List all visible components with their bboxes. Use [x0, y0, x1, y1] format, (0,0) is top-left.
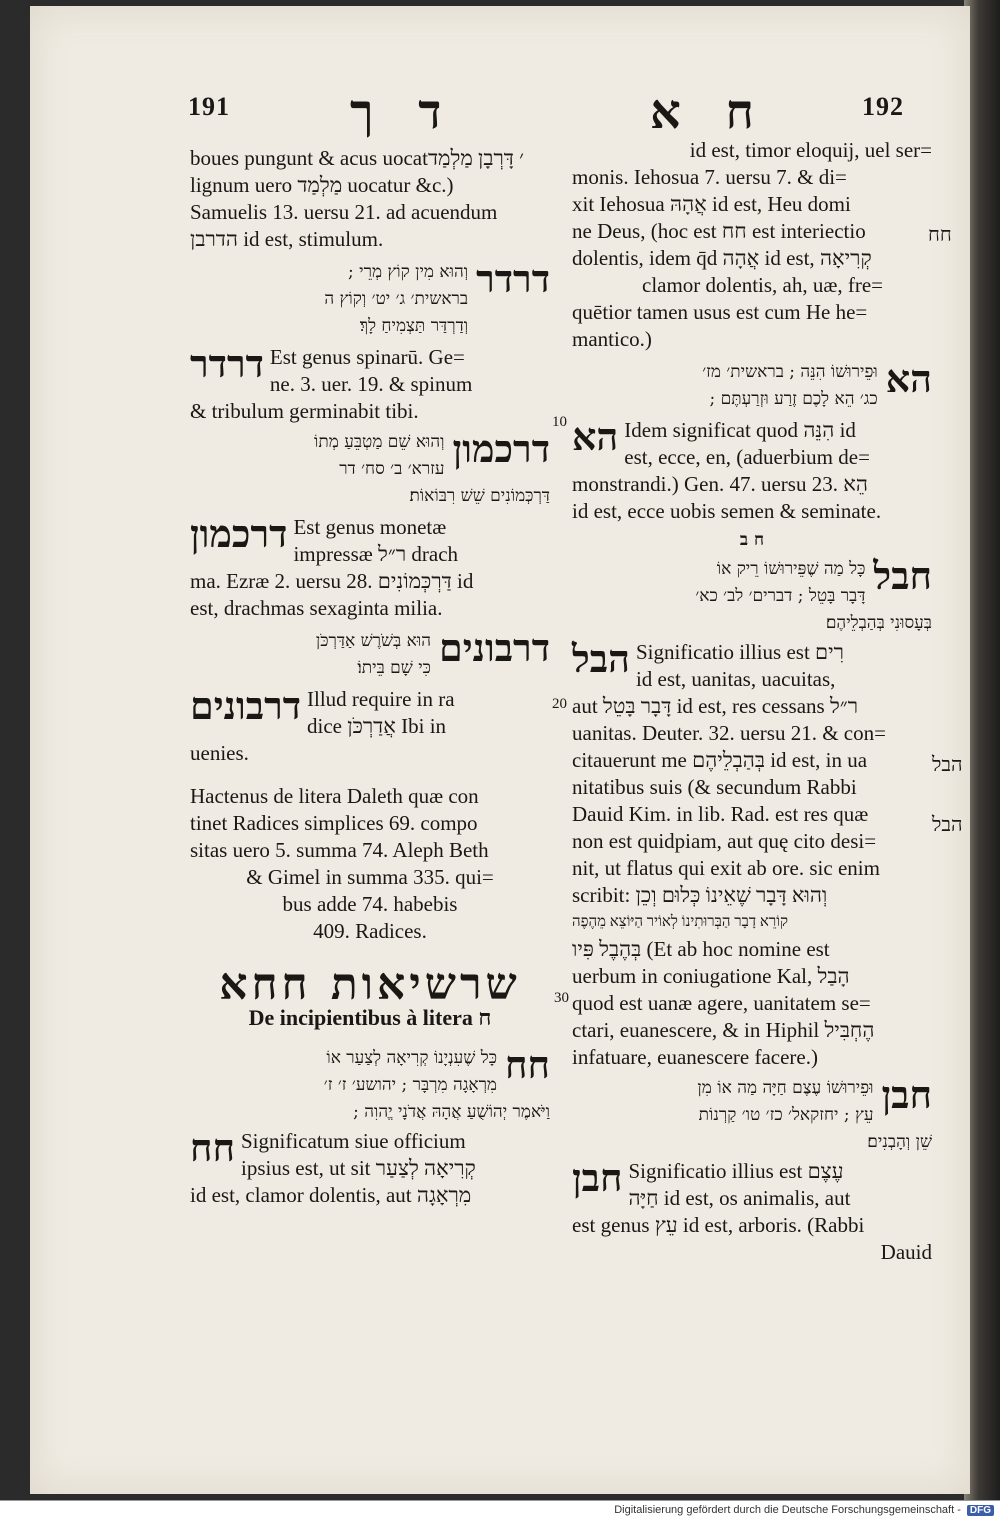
text-line: monis. Iehosua 7. uersu 7. & di= — [572, 165, 847, 189]
footer-credit: Digitalisierung gefördert durch die Deutsche Forschungsgemeinschaft - — [614, 1504, 961, 1516]
hebrew-line: עזרא׳ ב׳ סח׳ דר — [339, 459, 445, 479]
text-line: Significatio illius est רִים — [635, 640, 844, 664]
hebrew-line: דָּבָר בָּטֵל ; דברים׳ לב׳ כא׳ — [695, 586, 866, 606]
headword: הא — [885, 356, 932, 401]
headword: דרבונים — [438, 625, 550, 670]
text-line: lignum uero מַלְמַד uocatur &c.) — [190, 173, 454, 197]
headword: דרכמון — [190, 511, 288, 556]
text-line: monstrandi.) Gen. 47. uersu 23. הֵא — [572, 472, 868, 496]
text-line: Hactenus de litera Daleth quæ con — [190, 784, 479, 808]
text-line: id est, clamor dolentis, aut מִרְאָגָה — [190, 1183, 472, 1207]
headword: דרבונים — [190, 683, 302, 728]
running-head-letters: ח א — [650, 84, 768, 140]
text-line: חַיָּה id est, os animalis, aut — [628, 1186, 851, 1210]
digitization-footer — [0, 1500, 1000, 1519]
page-number: 191 — [188, 92, 230, 121]
text-line: bus adde 74. habebis — [282, 892, 458, 916]
headword: הבל — [572, 636, 630, 681]
text-line: infatuare, euanescere facere.) — [572, 1045, 818, 1069]
headword: חח — [505, 1042, 550, 1087]
text-line: 409. Radices. — [313, 919, 427, 943]
text-line: & Gimel in summa 335. qui= — [246, 865, 494, 889]
entry-latin-definition — [572, 636, 932, 693]
headword: דרדר — [476, 256, 550, 301]
line-number-margin: 10 — [552, 414, 567, 430]
text-line: xit Iehosua אֲהָהּ id est, Heu domi — [572, 192, 851, 216]
hebrew-line: וְדַרְדַּר תַּצְמִיחַ לָךְ׃ — [359, 316, 469, 336]
text-line: id est, timor eloquij, uel ser= — [689, 138, 932, 162]
text-line: non est quidpiam, aut quę cito desi= — [572, 829, 877, 853]
text-line: הדרבן id est, stimulum. — [190, 227, 384, 251]
text-line: aut דָּבָר בָּטֵל id est, res cessans ר״ל — [572, 694, 859, 718]
hebrew-line: כִּי שָׁם בֵּיתוֹ׃ — [357, 658, 431, 678]
entry-latin-definition — [572, 414, 932, 471]
text-line: קוֹרֵא דָבָר הַבְּרוּתִינוֹ לְאוֹיר הַיּוֹצֵא מֵהֶפֶה — [572, 914, 789, 930]
section-heading — [190, 959, 550, 1031]
margin-headword-note: חח — [928, 222, 952, 246]
text-line: Significatum siue officium — [240, 1129, 466, 1153]
headword: דרכמון — [452, 426, 550, 471]
headword: חבל — [873, 553, 932, 598]
text-line: id est, uanitas, uacuitas, — [635, 667, 836, 691]
text-line: Dauid Kim. in lib. Rad. est res quæ — [572, 802, 869, 826]
text-line: ctari, euanescere, & in Hiphil הֶחְבִּיל — [572, 1018, 875, 1042]
hebrew-line: וּפֵירוּשׁוֹ הִנֵּה ; בראשית׳ מז׳ — [702, 362, 878, 382]
entry-latin-definition — [190, 341, 550, 398]
text-line: Idem significat quod הִנֵּה id — [624, 418, 856, 442]
text-line: & tribulum germinabit tibi. — [190, 399, 419, 423]
text-line: ne. 3. uer. 19. & spinum — [269, 372, 473, 396]
entry-latin-definition — [190, 1125, 550, 1182]
text-line: sitas uero 5. summa 74. Aleph Beth — [190, 838, 489, 862]
text-line: uanitas. Deuter. 32. uersu 21. & con= — [572, 721, 886, 745]
running-head-letters: ד ך — [350, 84, 456, 140]
text-line: citauerunt me בְּהַבְלֵיהֶם id est, in ua — [572, 748, 868, 772]
entry-latin-definition — [190, 511, 550, 568]
hebrew-line: וַיֹּאמֶר יְהוֹשֻׁעַ אֲהָהּ אֲדֹנָי יֱהוִה ; — [353, 1102, 550, 1122]
right-column — [572, 137, 932, 1266]
text-line: ipsius est, ut sit קְרִיאָה לְצַעַר — [240, 1156, 476, 1180]
right-page-number — [862, 92, 904, 122]
right-running-head — [650, 84, 768, 140]
text-line: boues pungunt & acus uocat׳ דָּרְבָן מַלְמַד — [190, 146, 525, 170]
hebrew-line: בְּעָסוּנִי בְּהַבְלֵיהֶם׃ — [825, 613, 932, 633]
text-line: uerbum in coniugatione Kal, הָבַל — [572, 964, 850, 988]
entry-hebrew-definition — [572, 553, 932, 610]
hebrew-line: בראשית׳ ג׳ יט׳ וְקוֹץ ה — [324, 289, 469, 309]
text-line: mantico.) — [572, 327, 652, 351]
line-number-margin: 20 — [552, 696, 567, 712]
entry-latin-definition — [190, 683, 550, 740]
text-line: scribit: וְהוּא דָּבָר שֶׁאֵינוֹ כְּלוּם וְכֵן — [572, 883, 828, 907]
margin-headword-note: הבל — [932, 752, 963, 776]
text-line: Significatio illius est עֶצֶם — [628, 1159, 844, 1183]
text-line: clamor dolentis, ah, uæ, fre= — [642, 273, 884, 297]
text-line: Illud require in ra — [307, 687, 455, 711]
hebrew-line: מִרְאָגָה מִרְבָּר ; יהושע׳ ז׳ ז׳ — [323, 1075, 498, 1095]
entry-hebrew-definition — [190, 625, 550, 682]
hebrew-line: דַּרְכְּמוֹנִים שֵׁשׁ רִבּוֹאוֹת׃ — [409, 486, 550, 506]
section-subtitle: De incipientibus à litera ח — [248, 1005, 492, 1030]
entry-hebrew-definition — [572, 1072, 932, 1129]
text-line: quod est uanæ agere, uanitatem se= — [572, 991, 871, 1015]
left-column — [190, 145, 550, 1209]
left-page-number — [188, 92, 230, 122]
text-line: Dauid — [880, 1240, 932, 1264]
hebrew-line: שֵׁן וְהָבְנִים׃ — [867, 1132, 932, 1152]
text-line: est genus עֵץ id est, arboris. (Rabbi — [572, 1213, 865, 1237]
hebrew-line: וְהוּא מִין קוֹץ מְרֵי ; — [348, 262, 469, 282]
page-number: 192 — [862, 92, 904, 121]
daleth-summary — [190, 783, 550, 945]
hebrew-line: כָּל שֶׁעִנְיָנוֹ קְרִיאָה לְצַעַר אוֹ — [326, 1048, 498, 1068]
headword: חח — [190, 1125, 235, 1170]
section-title: שרשיאות חחא — [219, 959, 521, 1010]
hebrew-line: הוּא בְּשֹׁרֶשׁ אַדַּרְכֹּן — [315, 631, 431, 651]
text-line: Est genus monetæ — [293, 515, 447, 539]
text-line: nitatibus suis (& secundum Rabbi — [572, 775, 857, 799]
text-line: nit, ut flatus qui exit ab ore. sic enim — [572, 856, 880, 880]
text-line: Est genus spinarū. Ge= — [269, 345, 465, 369]
headword: דרדר — [190, 341, 264, 386]
text-line: uenies. — [190, 741, 249, 765]
letter-subhead: ח ב — [739, 530, 765, 550]
text-line: est, ecce, en, (aduerbium de= — [624, 445, 870, 469]
hebrew-line: כג׳ הֵא לָכֶם זֶרַע וּזְרַעְתֶּם ; — [709, 389, 878, 409]
hebrew-line: עֵץ ; יחזקאל׳ כז׳ טו׳ קַרְנוֹת — [698, 1105, 874, 1125]
hebrew-line: וְהוּא שֵׁם מַטְבֵּעַ מְתוֹ — [314, 432, 445, 452]
headword: חבן — [572, 1155, 623, 1200]
entry-latin-definition — [572, 1155, 932, 1212]
margin-headword-note: הבל — [932, 812, 963, 836]
hebrew-line: וּפֵירוּשׁוֹ עֶצֶם חַיָּה מַה אוֹ מִן — [697, 1078, 874, 1098]
line-number-margin: 30 — [554, 990, 569, 1006]
entry-hebrew-definition — [190, 256, 550, 340]
dfg-logo: DFG — [967, 1505, 994, 1516]
headword: חבן — [881, 1072, 932, 1117]
headword: הא — [572, 414, 619, 459]
text-line: ne Deus, (hoc est חח est interiectio — [572, 219, 866, 243]
hebrew-line: כָּל מַה שֶׁפֵּירוּשׁוֹ רֵיק אוֹ — [716, 559, 866, 579]
entry-hebrew-definition — [190, 1042, 550, 1099]
text-line: בְּהֶבֶל פִּיו (Et ab hoc nomine est — [572, 937, 830, 961]
entry-hebrew-definition — [572, 356, 932, 413]
left-running-head — [350, 84, 455, 140]
text-line: ma. Ezræ 2. uersu 28. דַּרְכְּמוֹנִים id — [190, 569, 474, 593]
entry-hebrew-definition — [190, 426, 550, 483]
text-line: id est, ecce uobis semen & seminate. — [572, 499, 882, 523]
text-line: quētior tamen usus est cum He he= — [572, 300, 868, 324]
text-line: tinet Radices simplices 69. compo — [190, 811, 478, 835]
text-line: dice אֲדַרְכֹּן Ibi in — [307, 714, 447, 738]
text-line: est, drachmas sexaginta milia. — [190, 596, 443, 620]
text-line: impressæ ר״ל drach — [293, 542, 459, 566]
text-line: dolentis, idem q̄d אֲהָה id est, קְרִיאָה — [572, 246, 872, 270]
text-line: Samuelis 13. uersu 21. ad acuendum — [190, 200, 498, 224]
